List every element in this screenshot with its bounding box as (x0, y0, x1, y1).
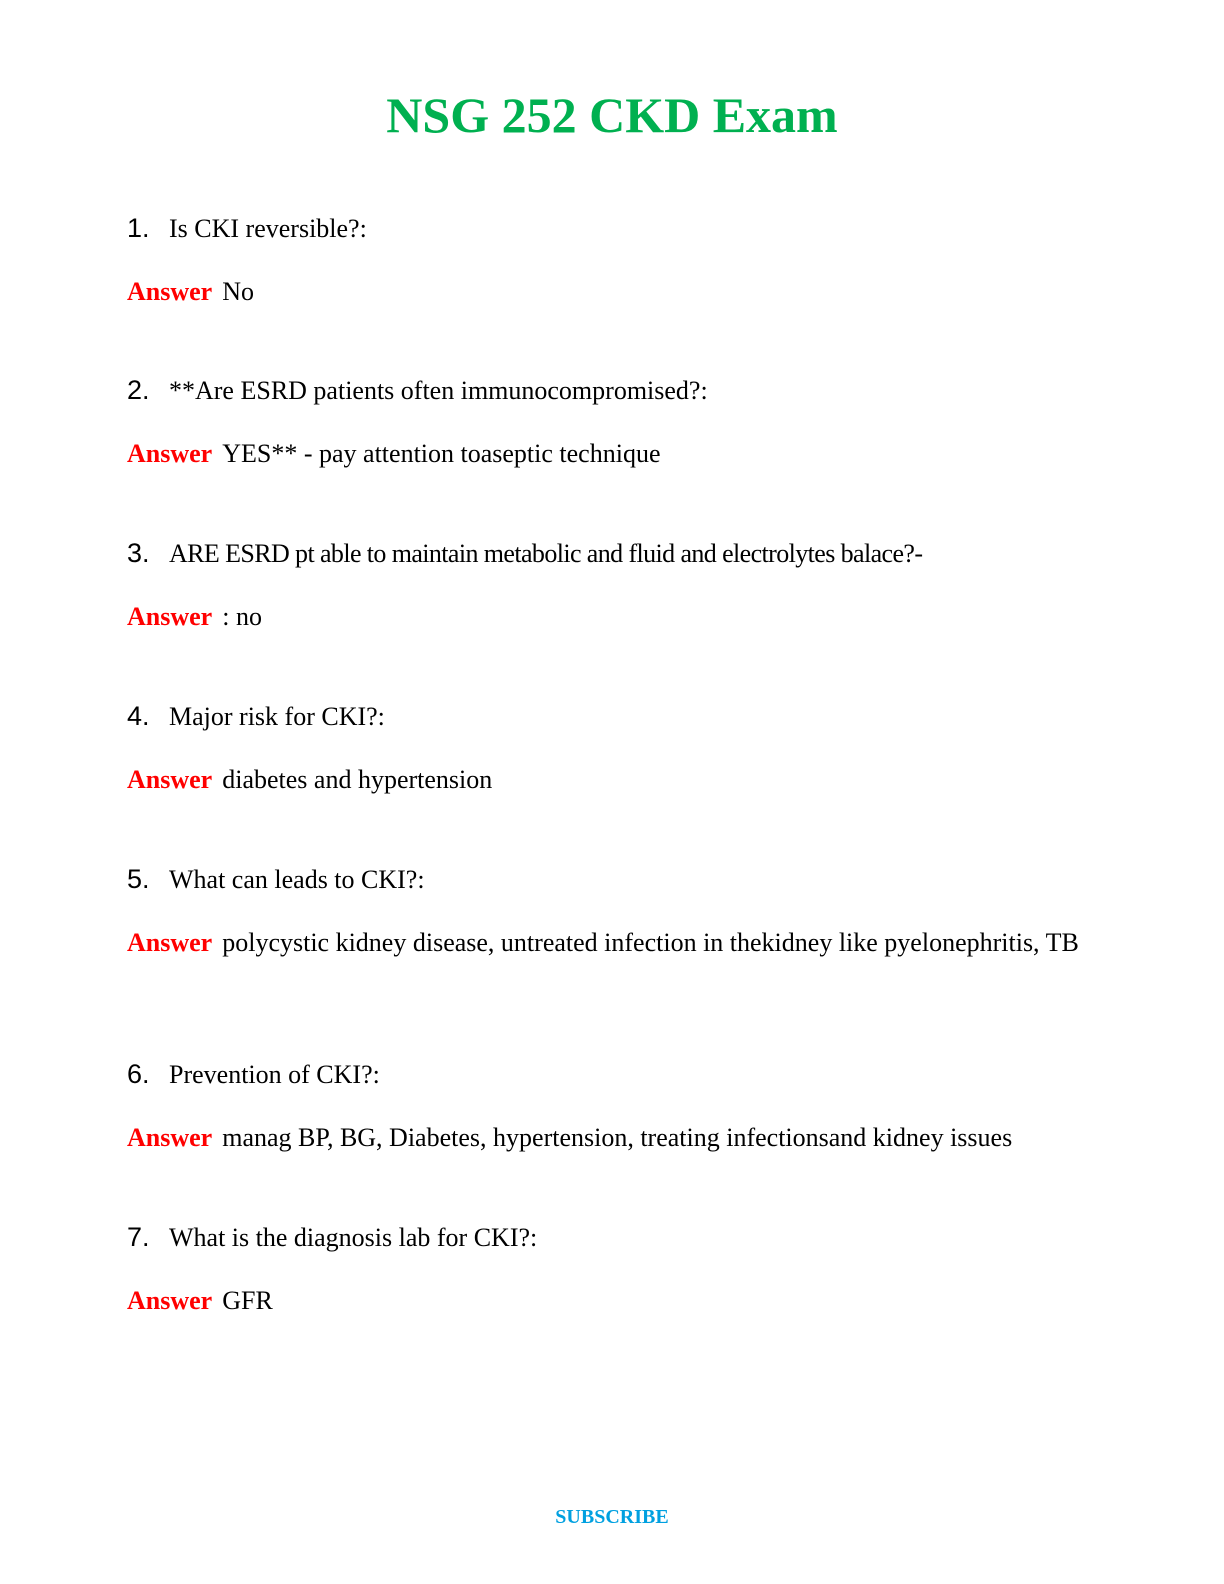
question-text: ARE ESRD pt able to maintain metabolic and fluid and electrolytes balace?- (169, 539, 923, 568)
answer-label: Answer (127, 928, 213, 957)
answer (127, 438, 1117, 470)
question-number: 4. (127, 701, 150, 731)
answer (127, 1122, 1117, 1154)
qa-item-7 (127, 1221, 1117, 1317)
answer-label: Answer (127, 602, 213, 631)
question (127, 537, 1117, 570)
subscribe-link[interactable]: SUBSCRIBE (555, 1506, 669, 1528)
question-number: 5. (127, 864, 150, 894)
answer (127, 276, 1117, 308)
question-number: 3. (127, 538, 150, 568)
page-title: NSG 252 CKD Exam (386, 87, 838, 143)
question (127, 863, 1117, 896)
answer-text: polycystic kidney disease, untreated infection in thekidney like pyelonephritis, TB (222, 928, 1079, 957)
answer-label: Answer (127, 1123, 213, 1152)
answer-label: Answer (127, 277, 213, 306)
question-text: What is the diagnosis lab for CKI?: (169, 1223, 538, 1252)
question (127, 212, 1117, 245)
answer-text: GFR (222, 1286, 273, 1315)
question (127, 1221, 1117, 1254)
question-number: 7. (127, 1222, 150, 1252)
qa-item-4 (127, 700, 1117, 796)
question-text: **Are ESRD patients often immunocompromised?: (169, 376, 708, 405)
question (127, 1058, 1117, 1091)
answer-text: No (222, 277, 254, 306)
question-text: Major risk for CKI?: (169, 702, 385, 731)
qa-item-3 (127, 537, 1117, 633)
question-number: 6. (127, 1059, 150, 1089)
answer (127, 764, 1117, 796)
question (127, 700, 1117, 733)
answer-label: Answer (127, 1286, 213, 1315)
answer-label: Answer (127, 765, 213, 794)
question (127, 374, 1117, 407)
question-text: What can leads to CKI?: (169, 865, 425, 894)
answer (127, 601, 1117, 633)
qa-item-1 (127, 212, 1117, 308)
qa-item-5 (127, 863, 1117, 959)
question-number: 1. (127, 213, 150, 243)
question-text: Prevention of CKI?: (169, 1060, 380, 1089)
question-number: 2. (127, 375, 150, 405)
answer-label: Answer (127, 439, 213, 468)
qa-item-2 (127, 374, 1117, 470)
answer-text: manag BP, BG, Diabetes, hypertension, treating infectionsand kidney issues (222, 1123, 1013, 1152)
answer-text: YES** - pay attention toaseptic technique (222, 439, 661, 468)
answer (127, 1285, 1117, 1317)
qa-item-6 (127, 1058, 1117, 1154)
answer (127, 927, 1117, 959)
answer-text: diabetes and hypertension (222, 765, 493, 794)
question-text: Is CKI reversible?: (169, 214, 367, 243)
answer-text: : no (222, 602, 262, 631)
